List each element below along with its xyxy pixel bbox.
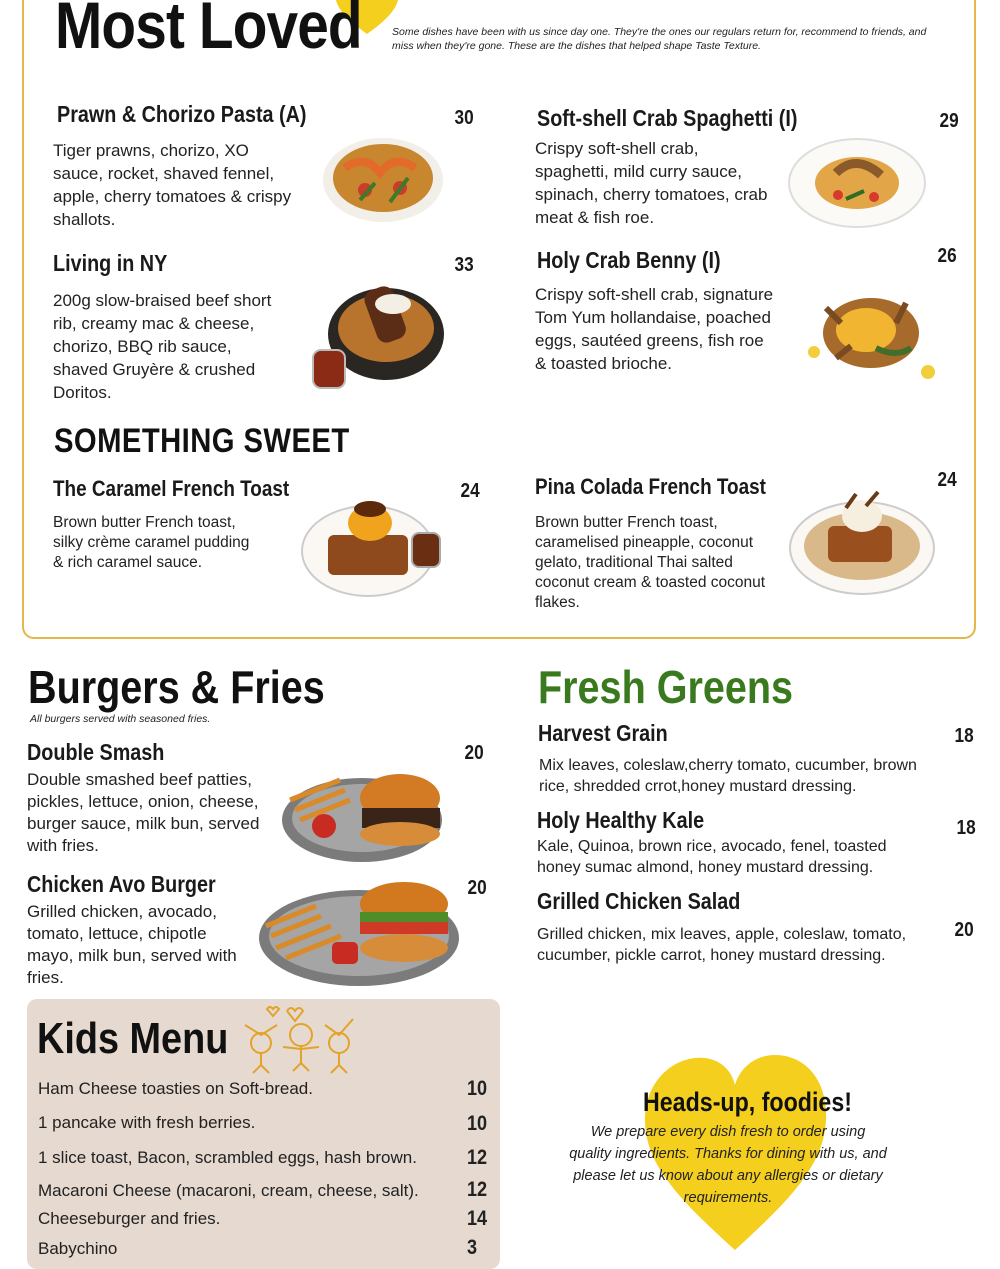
dish-name: Grilled Chicken Salad: [537, 888, 741, 914]
section-title-most-loved: Most Loved: [55, 0, 362, 62]
dish-price: 29: [939, 110, 959, 132]
dish-name: Living in NY: [53, 250, 168, 276]
dish-price: 33: [454, 254, 474, 276]
kids-item-price: 12: [467, 1146, 488, 1169]
kids-item: 1 pancake with fresh berries.: [38, 1113, 256, 1132]
kids-item-price: 10: [467, 1077, 488, 1100]
crab-spaghetti-image: [786, 133, 928, 229]
dish-description: Grilled chicken, mix leaves, apple, coleslaw, tomato, cucumber, pickle carrot, honey mustard dressing.: [537, 926, 907, 964]
kids-drawing-icon: [239, 1005, 364, 1075]
kids-item: 1 slice toast, Bacon, scrambled eggs, hash brown.: [38, 1148, 417, 1167]
crab-benny-image: [796, 278, 946, 393]
dish-description: Grilled chicken, avocado, tomato, lettuce, chipotle mayo, milk bun, served with fries.: [27, 902, 237, 987]
dish-price: 24: [937, 469, 957, 491]
dish-name: Harvest Grain: [538, 720, 668, 746]
dish-name: Soft-shell Crab Spaghetti (I): [537, 105, 798, 131]
heads-up-title: Heads-up, foodies!: [643, 1087, 852, 1117]
dish-description: Kale, Quinoa, brown rice, avocado, fenel, toasted honey sumac almond, honey mustard dressing.: [537, 838, 887, 876]
dish-name: Holy Healthy Kale: [537, 807, 705, 833]
dish-description: Mix leaves, coleslaw,cherry tomato, cucumber, brown rice, shredded crrot,honey mustard dressing.: [539, 757, 917, 795]
dish-description: Double smashed beef patties, pickles, lettuce, onion, cheese, burger sauce, milk bun, served with fries.: [27, 770, 260, 855]
kids-item-price: 12: [467, 1178, 488, 1201]
dish-price: 18: [954, 725, 974, 747]
kids-item: Babychino: [38, 1239, 118, 1258]
kids-menu-section: [27, 999, 500, 1269]
heads-up-text: We prepare every dish fresh to order using quality ingredients. Thanks for dining with us, and please let us know about any allergies or dietary requirements.: [569, 1124, 887, 1206]
dish-price: 18: [956, 817, 976, 839]
kids-item-price: 3: [467, 1236, 478, 1259]
dish-price: 20: [954, 919, 974, 941]
kids-item: Ham Cheese toasties on Soft-bread.: [38, 1079, 313, 1098]
dish-price: 20: [464, 742, 484, 764]
dish-price: 20: [467, 877, 487, 899]
pina-colada-french-toast-image: [786, 486, 938, 598]
dish-description: Crispy soft-shell crab, spaghetti, mild curry sauce, spinach, cherry tomatoes, crab meat & fish roe.: [535, 139, 768, 227]
dish-description: Brown butter French toast, caramelised pineapple, coconut gelato, traditional Thai salted coconut cream & toasted coconut flakes.: [535, 514, 766, 611]
dish-name: Pina Colada French Toast: [535, 474, 766, 499]
dish-price: 24: [460, 480, 480, 502]
kids-item: Cheeseburger and fries.: [38, 1209, 221, 1228]
kids-item-price: 14: [467, 1207, 488, 1230]
dish-description: Crispy soft-shell crab, signature Tom Yum hollandaise, poached eggs, sautéed greens, fish roe & toasted brioche.: [535, 285, 774, 373]
section-title-burgers: Burgers & Fries: [28, 661, 325, 713]
kids-item: Macaroni Cheese (macaroni, cream, cheese, salt).: [38, 1181, 419, 1200]
prawn-pasta-image: [320, 128, 446, 224]
dish-name: Holy Crab Benny (I): [537, 247, 721, 273]
section-title-something-sweet: SOMETHING SWEET: [54, 422, 350, 460]
dish-description: Tiger prawns, chorizo, XO sauce, rocket, shaved fennel, apple, cherry tomatoes & crispy shallots.: [53, 141, 292, 229]
living-in-ny-image: [308, 262, 448, 397]
dish-name: The Caramel French Toast: [53, 476, 290, 501]
dish-price: 30: [454, 107, 474, 129]
dish-price: 26: [937, 245, 957, 267]
caramel-french-toast-image: [300, 493, 446, 601]
burgers-note: All burgers served with seasoned fries.: [30, 713, 211, 725]
dish-description: Brown butter French toast, silky crème caramel pudding & rich caramel sauce.: [53, 514, 250, 571]
section-title-kids-menu: Kids Menu: [37, 1014, 229, 1063]
dish-name: Double Smash: [27, 739, 165, 765]
dish-name: Chicken Avo Burger: [27, 871, 216, 897]
chicken-avo-burger-image: [256, 876, 462, 992]
kids-item-price: 10: [467, 1112, 488, 1135]
double-smash-image: [280, 760, 450, 868]
intro-text: Some dishes have been with us since day one. They're the ones our regulars return for, recommend to friends, and miss when they're gone. These are the dishes that helped shape Taste Texture.: [392, 26, 927, 52]
section-title-fresh-greens: Fresh Greens: [538, 661, 794, 713]
dish-description: 200g slow-braised beef short rib, creamy mac & cheese, chorizo, BBQ rib sauce, shaved Gruyère & crushed Doritos.: [53, 291, 272, 402]
dish-name: Prawn & Chorizo Pasta (A): [57, 101, 307, 127]
